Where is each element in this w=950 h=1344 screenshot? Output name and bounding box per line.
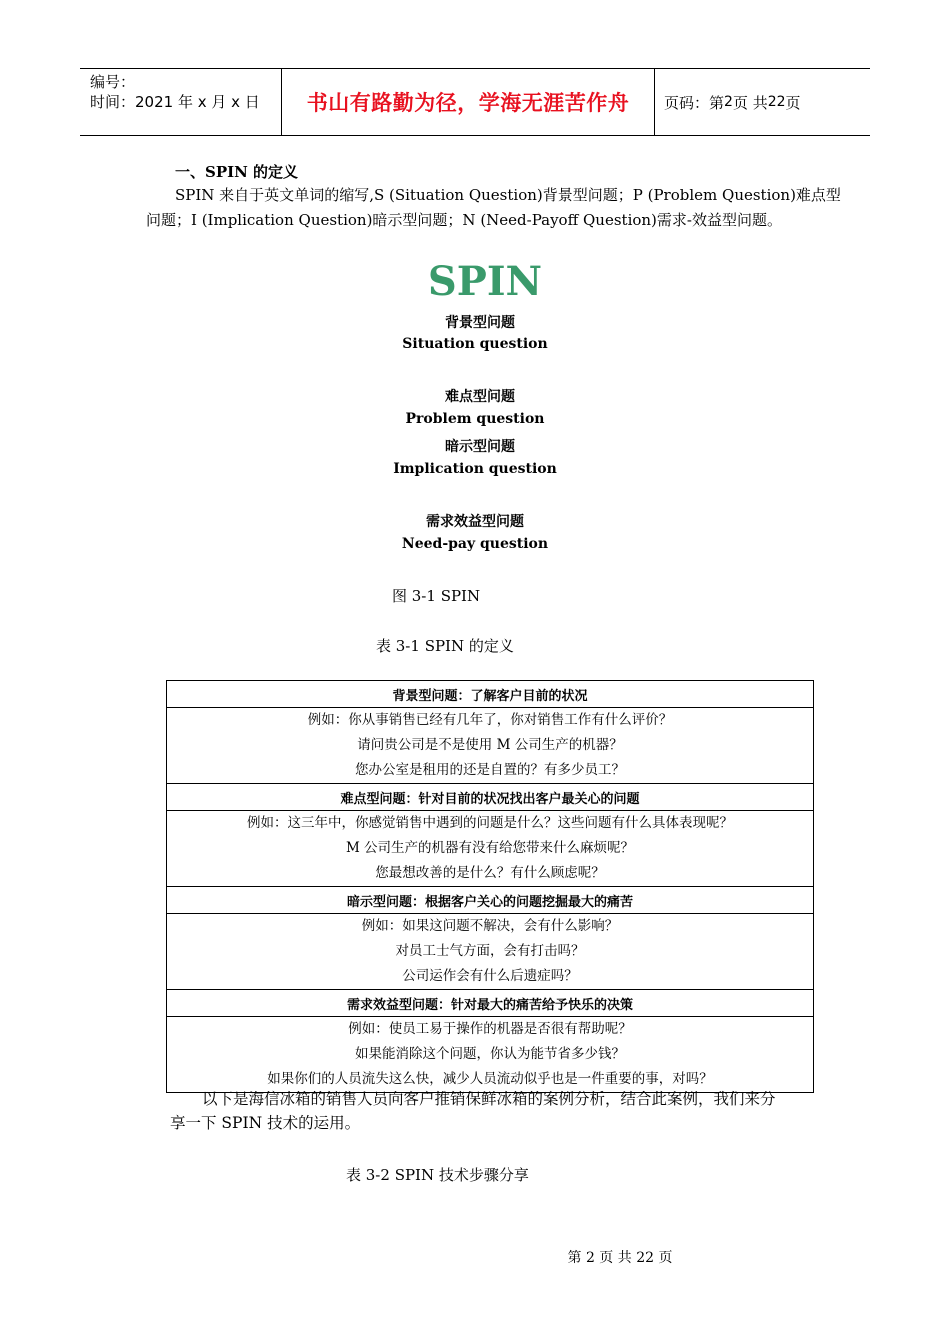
example-line: 对员工士气方面，会有打击吗？ — [395, 943, 585, 959]
table-section-body — [167, 914, 814, 990]
page-end-label: 页 — [785, 93, 801, 112]
page-footer: 第 2 页 共 22 页 — [567, 1250, 673, 1266]
example-line: 如果你们的人员流失这么快，减少人员流动似乎也是一件重要的事，对吗？ — [267, 1071, 713, 1087]
section-title: 一、SPIN 的定义 — [175, 163, 299, 181]
page-number: 2 — [724, 94, 733, 110]
example-line: 例如：使员工易于操作的机器是否很有帮助呢？ — [348, 1021, 632, 1037]
page-mid-label: 页 共 — [732, 93, 768, 112]
number-label: 编号： — [90, 73, 136, 91]
table-section-heading: 暗示型问题：根据客户关心的问题挖掘最大的痛苦 — [167, 887, 814, 914]
table-section-body — [167, 708, 814, 784]
motto-text: 书山有路勤为径，学海无涯苦作舟 — [306, 91, 630, 115]
example-line: 如果能消除这个问题，你认为能节省多少钱？ — [355, 1046, 625, 1062]
intro-line-1: SPIN 来自于英文单词的缩写,S (Situation Question)背景型问题；P (Problem Question)难点型 — [175, 186, 841, 204]
header-motto-cell — [282, 69, 655, 135]
case-intro-line-1: 以下是海信冰箱的销售人员向客户推销保鲜冰箱的案例分析，结合此案例，我们来分 — [202, 1090, 776, 1108]
figure-item-problem-en: Problem question — [405, 411, 545, 427]
table2-caption: 表 3-2 SPIN 技术步骤分享 — [346, 1166, 529, 1184]
spin-definition-table — [166, 680, 814, 1093]
figure-item-implication-cn: 暗示型问题 — [445, 439, 515, 455]
example-line: 请问贵公司是不是使用 M 公司生产的机器？ — [357, 737, 623, 753]
total-pages: 22 — [767, 94, 786, 110]
figure-item-need-en: Need-pay question — [401, 536, 549, 552]
figure-item-problem-cn: 难点型问题 — [445, 389, 515, 405]
case-intro-line-2: 享一下 SPIN 技术的运用。 — [170, 1114, 361, 1132]
table-section-heading: 难点型问题：针对目前的状况找出客户最关心的问题 — [167, 784, 814, 811]
table-section-heading: 背景型问题：了解客户目前的状况 — [167, 681, 814, 708]
page-label: 页码：第 — [664, 93, 725, 112]
figure-item-need-cn: 需求效益型问题 — [426, 514, 524, 530]
spin-figure-title: SPIN — [427, 258, 543, 305]
table-section-body — [167, 811, 814, 887]
example-line: 例如：你从事销售已经有几年了，你对销售工作有什么评价？ — [307, 712, 673, 728]
figure-item-situation-en: Situation question — [402, 336, 548, 352]
table1-caption: 表 3-1 SPIN 的定义 — [376, 637, 514, 655]
example-line: 您最想改善的是什么？有什么顾虑呢？ — [375, 865, 605, 881]
figure-item-implication-en: Implication question — [393, 461, 557, 477]
example-line: M 公司生产的机器有没有给您带来什么麻烦呢？ — [345, 840, 635, 856]
figure-caption: 图 3-1 SPIN — [392, 587, 481, 605]
figure-item-situation-cn: 背景型问题 — [445, 315, 515, 331]
table-section-heading: 需求效益型问题：针对最大的痛苦给予快乐的决策 — [167, 990, 814, 1017]
header-meta-cell — [80, 69, 282, 135]
example-line: 例如：这三年中，你感觉销售中遇到的问题是什么？这些问题有什么具体表现呢？ — [247, 815, 733, 831]
example-line: 例如：如果这问题不解决，会有什么影响？ — [361, 918, 619, 934]
time-label: 时间：2021 年 x 月 x 日 — [90, 93, 260, 111]
intro-line-2: 问题；I (Implication Question)暗示型问题；N (Need-Payoff Question)需求-效益型问题。 — [146, 211, 782, 229]
page-header — [80, 68, 870, 136]
example-line: 您办公室是租用的还是自置的？有多少员工？ — [355, 762, 625, 778]
header-page-cell — [655, 69, 870, 135]
table-section-body — [167, 1017, 814, 1093]
example-line: 公司运作会有什么后遗症吗？ — [402, 968, 578, 984]
